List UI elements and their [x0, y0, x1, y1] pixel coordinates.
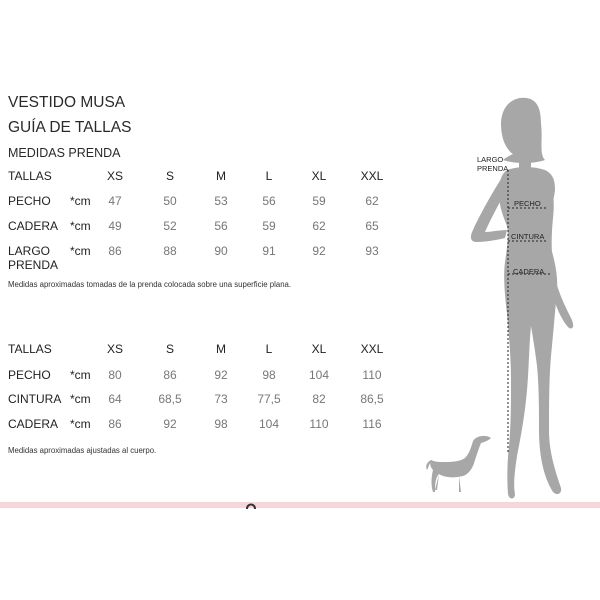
- table1-row-label: CADERA: [8, 219, 59, 233]
- title-line-1: VESTIDO MUSA: [8, 94, 126, 111]
- table2-cell: 104: [258, 417, 280, 431]
- table1-row-unit: *cm: [70, 244, 91, 258]
- table2-row-unit: *cm: [70, 368, 91, 382]
- figure-label-cadera: CADERA: [513, 267, 545, 276]
- table1-cell: 90: [214, 244, 228, 258]
- table2-cell: 98: [214, 417, 228, 431]
- dog-silhouette: [426, 436, 491, 492]
- table2-row-label: PECHO: [8, 368, 51, 382]
- table1-size-header: M: [216, 169, 226, 183]
- table1-cell: 92: [312, 244, 326, 258]
- cut-marker-icon: [244, 500, 258, 510]
- table1-size-header: S: [165, 169, 174, 183]
- table2-size-header: S: [165, 342, 174, 356]
- woman-silhouette-figure: [415, 90, 600, 510]
- table1-cell: 50: [163, 194, 177, 208]
- table2-cell: 77,5: [257, 392, 281, 406]
- table2-cell: 92: [214, 368, 228, 382]
- figure-label-cintura: CINTURA: [511, 232, 545, 241]
- figure-label-largo-line-2: PRENDA: [477, 164, 509, 173]
- table1-size-header: L: [265, 169, 273, 183]
- table2-cell: 86: [163, 368, 177, 382]
- table1-cell: 93: [365, 244, 379, 258]
- table1-size-header: XL: [311, 169, 327, 183]
- table1-row-unit: *cm: [70, 194, 91, 208]
- table1-cell: 47: [108, 194, 122, 208]
- table1-cell: 56: [262, 194, 276, 208]
- table1-header-label: TALLAS: [8, 169, 52, 183]
- table1-row-unit: *cm: [70, 219, 91, 233]
- table2-cell: 110: [309, 417, 329, 431]
- table2-size-header: XS: [106, 342, 123, 356]
- table1-cell: 65: [365, 219, 379, 233]
- table2-cell: 110: [362, 368, 382, 382]
- table2-cell: 73: [214, 392, 228, 406]
- table1-size-header: XS: [106, 169, 123, 183]
- table1-cell: 49: [108, 219, 122, 233]
- table2-note: Medidas aproximadas ajustadas al cuerpo.: [8, 446, 157, 455]
- table2-cell: 68,5: [158, 392, 182, 406]
- table2-cell: 64: [108, 392, 122, 406]
- table1-cell: 62: [312, 219, 326, 233]
- title-line-2: GUÍA DE TALLAS: [8, 119, 132, 136]
- bottom-accent-bar: [0, 502, 600, 508]
- table2-size-header: XXL: [360, 342, 384, 356]
- figure-label-pecho: PECHO: [514, 199, 541, 208]
- table1-cell: 91: [262, 244, 276, 258]
- table2-cell: 98: [262, 368, 276, 382]
- table1-note: Medidas aproximadas tomadas de la prenda colocada sobre una superficie plana.: [8, 280, 292, 289]
- table1-cell: 59: [262, 219, 276, 233]
- table2-row-unit: *cm: [70, 417, 91, 431]
- table2-size-header: XL: [311, 342, 327, 356]
- table1-row-label-line-2: PRENDA: [8, 258, 59, 272]
- table2-cell: 116: [362, 417, 382, 431]
- table2-row-unit: *cm: [70, 392, 91, 406]
- table1-size-header: XXL: [360, 169, 384, 183]
- table1-cell: 62: [365, 194, 379, 208]
- table2-size-header: L: [265, 342, 273, 356]
- table2-cell: 80: [108, 368, 122, 382]
- table1-cell: 59: [312, 194, 326, 208]
- table1-cell: 88: [163, 244, 177, 258]
- table2-row-label: CINTURA: [8, 392, 62, 406]
- table1-row-label-line-1: LARGO: [8, 244, 51, 258]
- table1-cell: 86: [108, 244, 122, 258]
- table2-cell: 82: [312, 392, 326, 406]
- figure-label-largo-line-1: LARGO: [477, 155, 504, 164]
- table2-header-label: TALLAS: [8, 342, 52, 356]
- table2-size-header: M: [216, 342, 226, 356]
- table2-row-label: CADERA: [8, 417, 59, 431]
- table2-cell: 86,5: [360, 392, 384, 406]
- table2-cell: 92: [163, 417, 177, 431]
- table2-cell: 86: [108, 417, 122, 431]
- table2-cell: 104: [308, 368, 330, 382]
- table1-cell: 53: [214, 194, 228, 208]
- table1-cell: 52: [163, 219, 177, 233]
- table1-row-label: PECHO: [8, 194, 51, 208]
- section-title-garment: MEDIDAS PRENDA: [8, 146, 121, 160]
- table1-cell: 56: [214, 219, 228, 233]
